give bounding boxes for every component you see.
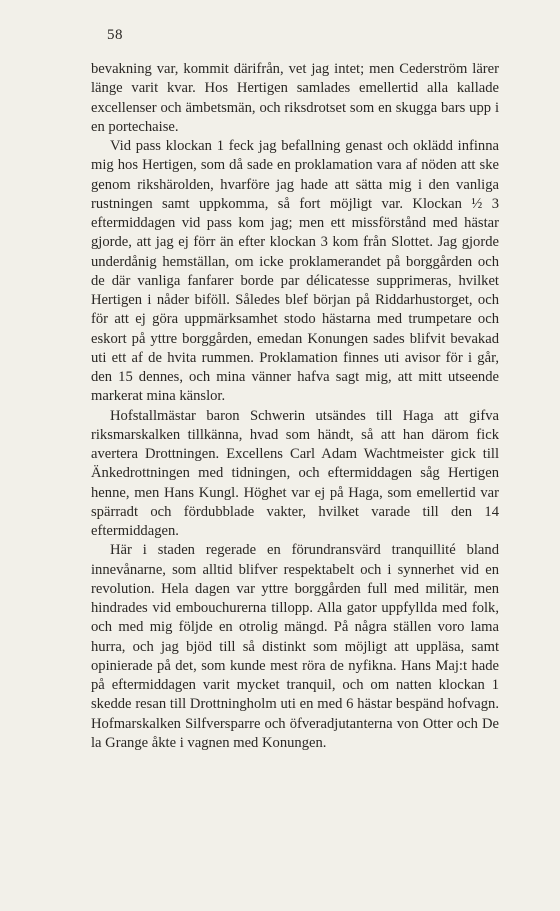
body-text — [91, 60, 499, 753]
paragraph-2: Vid pass klockan 1 feck jag befallning genast och oklädd infinna mig hos Hertigen, som då sade en proklamation vara af nöden att ske genom rikshärolden, hvarföre jag hade att sätta mig i den vanliga rustningen samt uppkomma, så fort möjligt var. Klockan ½ 3 eftermiddagen vid pass kom jag; men ett missförstånd med hästar gjorde, att jag ej förr än efter klockan 3 kom från Slottet. Jag gjorde underdånig hemställan, om icke proklamerandet på borggården och de där vanliga fanfarer borde par délicatesse supprimeras, hvilket Hertigen i nåder biföll. Således blef början på Riddarhustorget, och för att ej göra uppmärksamhet stodo hästarna med trumpetare och eskort på yttre borggården, emedan Konungen sades blifvit bevakad uti ett af de hvita rummen. Proklamation finnes uti avisor för i går, den 15 dennes, och mina vänner hafva sagt mig, att mitt utseende markerat mina känslor. — [91, 138, 499, 405]
paragraph-1: bevakning var, kommit därifrån, vet jag intet; men Cederström lärer länge varit kvar. Hos Hertigen samlades emellertid alla kallade excellenser och ämbetsmän, och riksdrotset som en skugga bars upp i en portechaise. — [91, 61, 499, 135]
paragraph-4: Här i staden regerade en förundransvärd tranquillité bland innevånarne, som alltid blifver respektabelt och i synnerhet vid en revolution. Hela dagen var yttre borggården full med militär, men hindrades vid embouchurerna tillopp. Alla gator uppfyllda med folk, och med mig följde en otrolig mängd. På några ställen voro lama hurra, och jag bjöd till så distinkt som möjligt att uppläsa, samt opinierade på det, som kunde mest röra de nyfikna. Hans Maj:t hade på eftermiddagen varit mycket tranquil, och om natten klockan 1 skedde resan till Drottningholm uti en med 6 hästar bespänd hofvagn. Hofmarskalken Silfversparre och öfveradjutanterna von Otter och De la Grange åkte i vagnen med Konungen. — [91, 542, 499, 751]
page-number: 58 — [107, 27, 123, 43]
paragraph-3: Hofstallmästar baron Schwerin utsändes till Haga att gifva riksmarskalken tillkänna, hvad som händt, så att han därom fick avertera Drottningen. Excellens Carl Adam Wachtmeister gick till Änkedrottningen med tidningen, och eftermiddagen såg Hertigen henne, men Hans Kungl. Höghet var ej på Haga, som emellertid var spärradt och fördubblade vakter, hvilket varade till den 14 eftermiddagen. — [91, 407, 499, 539]
